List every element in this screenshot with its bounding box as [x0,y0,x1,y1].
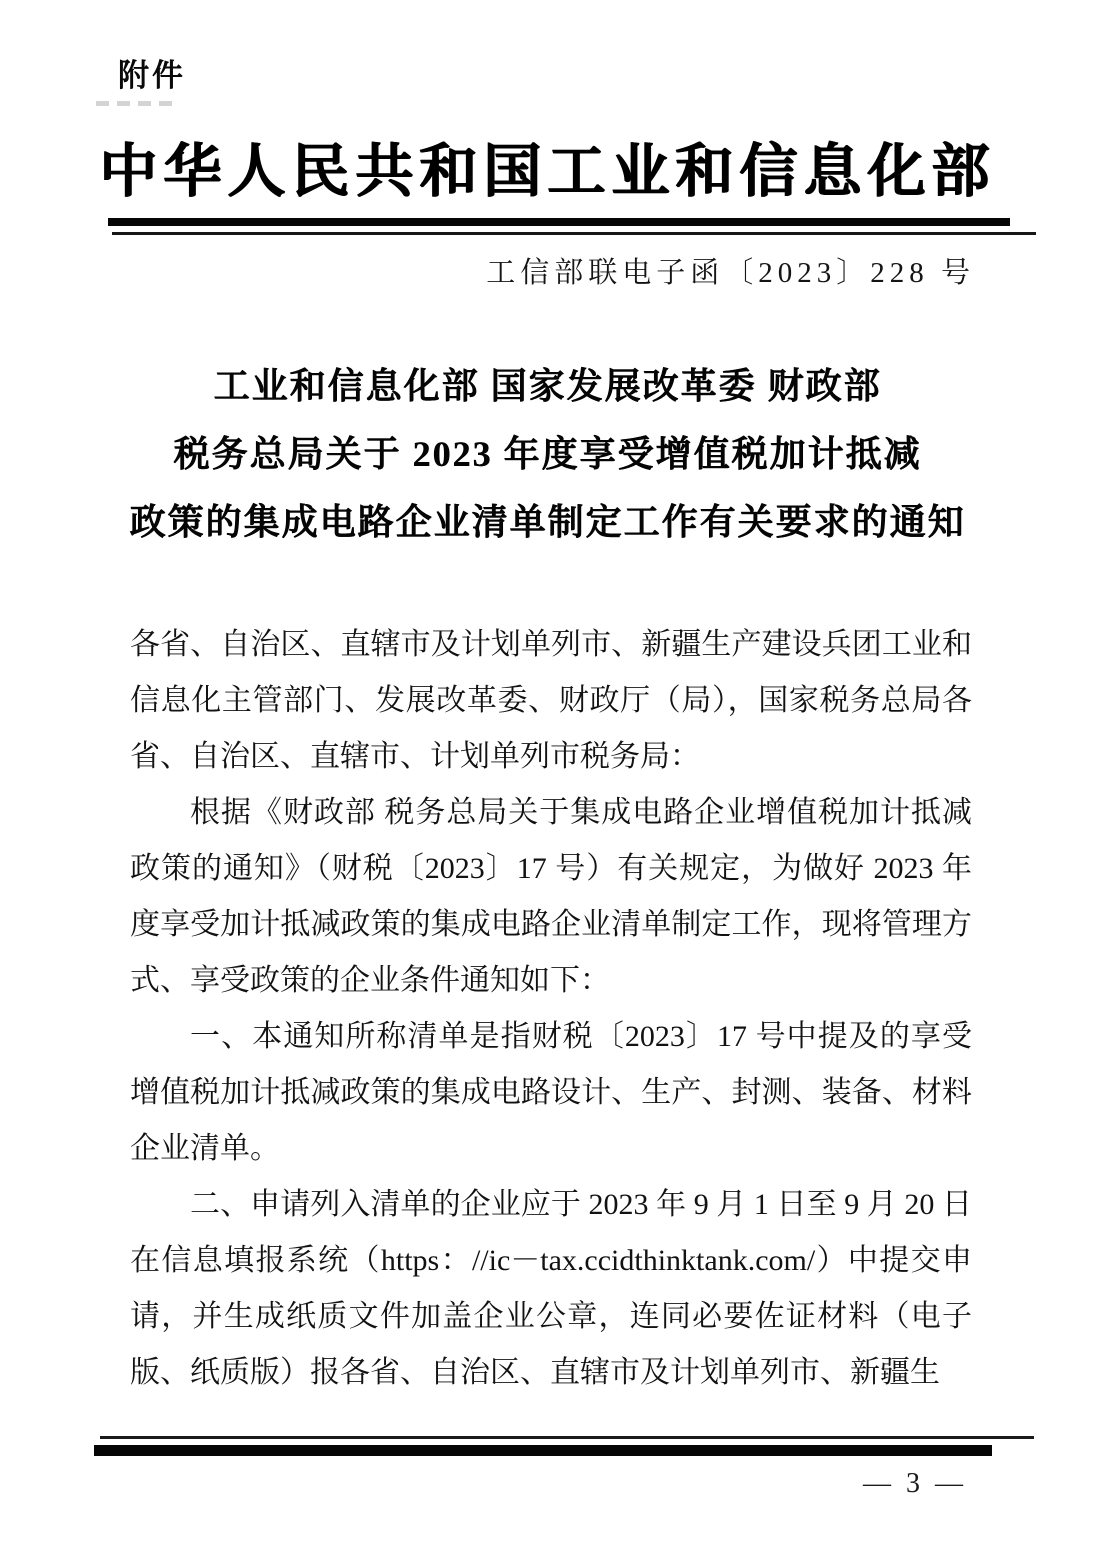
masthead-title: 中华人民共和国工业和信息化部 [99,139,996,204]
notice-title-line-2: 税务总局关于 2023 年度享受增值税加计抵减 [173,434,922,474]
notice-body [130,617,972,1401]
document-number: 工信部联电子函〔2023〕228 号 [486,257,975,289]
notice-title-line-3: 政策的集成电路企业清单制定工作有关要求的通知 [129,502,966,542]
footer-rule-thick [94,1445,992,1456]
attachment-label: 附件 [118,58,186,93]
page-number: — 3 — [863,1468,967,1499]
scan-smudge-artifact [96,101,174,106]
paragraph-item-2: 二、申请列入清单的企业应于 2023 年 9 月 1 日至 9 月 20 日在信息填报系统（https：//ic－tax.ccidthinktank.com/）中提交申请，并生成纸质文件加盖企业公章，连同必要佐证材料（电子版、纸质版）报各省、自治区、直辖市及计划单列市、新疆生 [130,1188,972,1389]
header-rule-thin [112,232,1036,235]
paragraph-salutation: 各省、自治区、直辖市及计划单列市、新疆生产建设兵团工业和信息化主管部门、发展改革委、财政厅（局），国家税务总局各省、自治区、直辖市、计划单列市税务局： [130,628,972,773]
paragraph-item-1: 一、本通知所称清单是指财税〔2023〕17 号中提及的享受增值税加计抵减政策的集成电路设计、生产、封测、装备、材料企业清单。 [130,1020,972,1165]
notice-title-line-1: 工业和信息化部 国家发展改革委 财政部 [213,366,882,406]
header-rule-thick [108,218,1010,226]
footer-rule-thin [100,1436,1034,1439]
paragraph-legal-basis: 根据《财政部 税务总局关于集成电路企业增值税加计抵减政策的通知》（财税〔2023〕17 号）有关规定，为做好 2023 年度享受加计抵减政策的集成电路企业清单制定工作，现将管理方式、享受政策的企业条件通知如下： [130,796,972,997]
notice-title [0,352,1095,556]
